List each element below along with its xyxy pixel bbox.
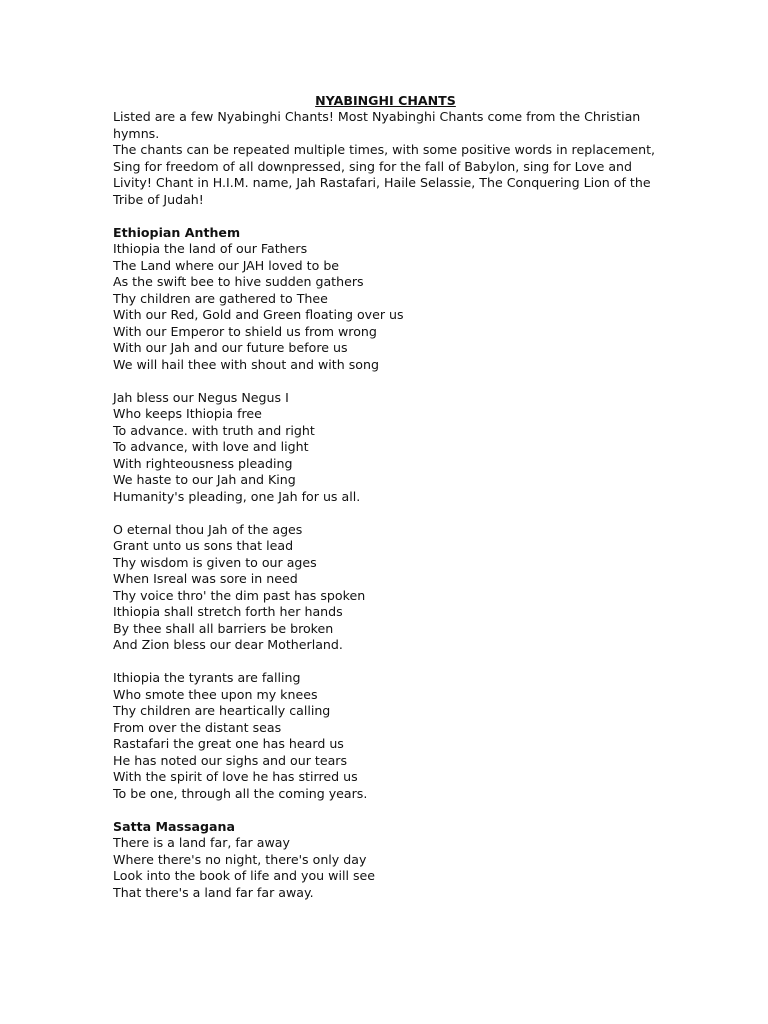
chant-section [113, 819, 658, 902]
stanza-line: That there's a land far far away. [113, 884, 314, 900]
stanza-line: Who smote thee upon my knees [113, 686, 318, 702]
stanza [113, 522, 658, 654]
chant-section [113, 225, 658, 803]
stanza-line: As the swift bee to hive sudden gathers [113, 274, 364, 289]
stanza-line: Grant unto us sons that lead [113, 538, 294, 553]
stanza [113, 835, 658, 901]
stanza-line: With our Jah and our future before us [113, 340, 348, 355]
stanza-line: O eternal thou Jah of the ages [113, 521, 303, 537]
document-page [113, 92, 658, 901]
stanza-line: Ithiopia the land of our Fathers [113, 241, 308, 256]
stanza-line: With our Emperor to shield us from wrong [113, 323, 377, 339]
section-heading: Satta Massagana [113, 818, 235, 834]
stanza-line: Ithiopia shall stretch forth her hands [113, 604, 343, 619]
chant-sections [113, 225, 658, 902]
stanza-line: Look into the book of life and you will see [113, 868, 376, 883]
document-title: NYABINGHI CHANTS [315, 93, 456, 108]
stanza-line: By thee shall all barriers be broken [113, 620, 334, 636]
intro-paragraph: The chants can be repeated multiple times, with some positive words in replacement, Sing for freedom of all downpressed, sing for the fall of Babylon, sing for Love and Livity! Chant in H.I.M. name, Jah Rastafari, Haile Selassie, The Conquering Lion of the Tribe of Judah! [113, 142, 656, 207]
stanza [113, 670, 658, 802]
stanza-line: Jah bless our Negus Negus I [113, 389, 289, 405]
stanza-line: There is a land far, far away [113, 835, 290, 850]
stanza-line: Humanity's pleading, one Jah for us all. [113, 488, 361, 504]
stanza-line: Thy voice thro' the dim past has spoken [113, 587, 366, 603]
stanza-line: With righteousness pleading [113, 455, 293, 471]
stanza-line: Thy children are gathered to Thee [113, 290, 328, 306]
section-heading: Ethiopian Anthem [113, 224, 241, 240]
stanza-line: And Zion bless our dear Motherland. [113, 637, 343, 652]
stanza-line: Who keeps Ithiopia free [113, 406, 262, 421]
stanza-line: Rastafari the great one has heard us [113, 736, 344, 751]
stanza-line: The Land where our JAH loved to be [113, 257, 340, 273]
stanza-line: To advance, with love and light [113, 439, 309, 454]
stanza-line: We will hail thee with shout and with song [113, 356, 379, 372]
stanza-line: From over the distant seas [113, 719, 282, 735]
stanza [113, 241, 658, 373]
stanza-line: Ithiopia the tyrants are falling [113, 670, 301, 685]
stanza-line: With the spirit of love he has stirred us [113, 769, 358, 784]
intro-paragraph: Listed are a few Nyabinghi Chants! Most Nyabinghi Chants come from the Christian hymns. [113, 109, 641, 141]
stanza-line: When Isreal was sore in need [113, 571, 298, 586]
stanza-line: To advance. with truth and right [113, 422, 315, 438]
intro [113, 109, 658, 208]
stanza-line: We haste to our Jah and King [113, 472, 296, 487]
stanza-line: With our Red, Gold and Green floating over us [113, 307, 404, 322]
stanza-line: To be one, through all the coming years. [113, 785, 368, 801]
stanza-line: He has noted our sighs and our tears [113, 752, 348, 768]
stanza [113, 390, 658, 506]
stanza-line: Where there's no night, there's only day [113, 851, 367, 867]
stanza-line: Thy wisdom is given to our ages [113, 554, 317, 570]
stanza-line: Thy children are heartically calling [113, 703, 331, 718]
